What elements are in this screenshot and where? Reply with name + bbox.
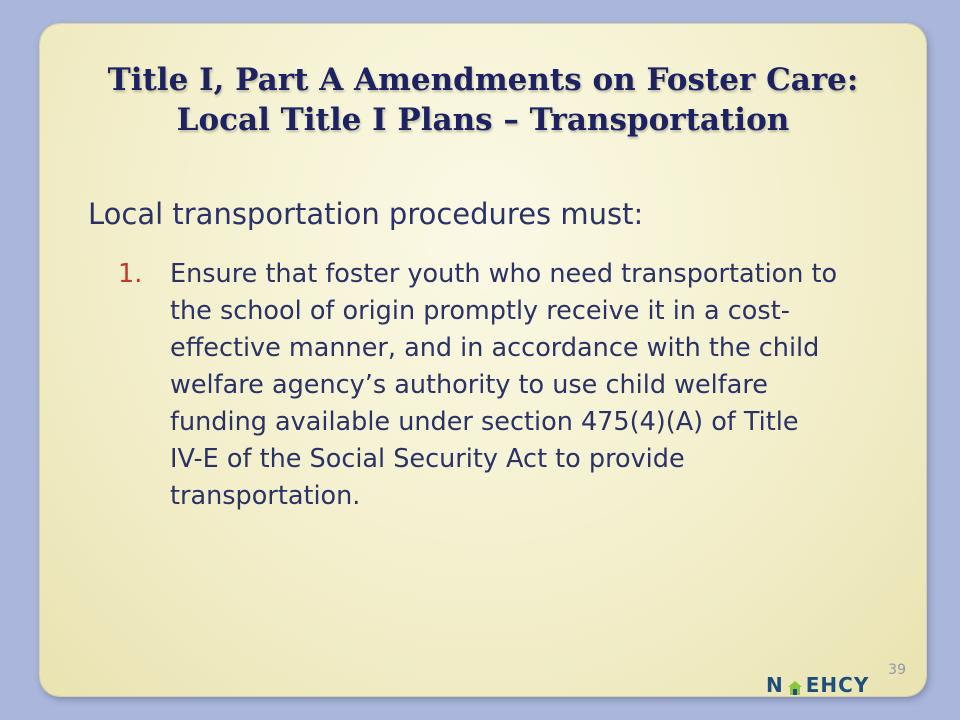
slide-title-line-2: Local Title I Plans – Transportation <box>176 102 790 138</box>
nchey-logo <box>766 672 869 698</box>
slide-title <box>40 60 926 140</box>
list-item-number: 1. <box>118 259 143 289</box>
logo-text-left: N <box>766 673 784 697</box>
slide-panel <box>40 24 926 696</box>
house-icon <box>787 677 803 693</box>
procedures-list <box>118 256 838 515</box>
list-item <box>118 256 838 515</box>
intro-text: Local transportation procedures must: <box>88 197 644 231</box>
slide-title-line-1: Title I, Part A Amendments on Foster Care: <box>107 62 859 98</box>
list-item-text: Ensure that foster youth who need transportation to the school of origin promptly receive it in a cost-effective manner, and in accordance with the child welfare agency’s authority to use child welfare funding available under section 475(4)(A) of Title IV-E of the Social Security Act to provide transportation. <box>170 259 838 511</box>
logo-text-right: EHCY <box>805 673 870 697</box>
page-number: 39 <box>888 662 906 678</box>
